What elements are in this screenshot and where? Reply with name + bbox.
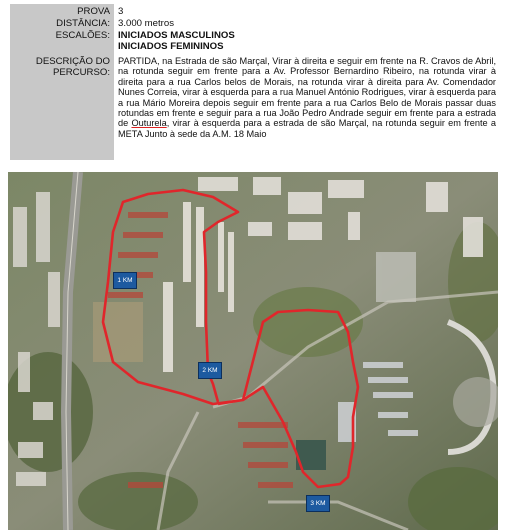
route-map bbox=[8, 172, 498, 530]
route-description-part1: PARTIDA, na Estrada de são Marçal, Virar à direita e seguir em frente na R. Cravos de Abril, na rotunda seguir em frente para a Av. Professor Bernardino Ribeiro, na rotunda virar à direita para a rua Carlos belos de Morais, na rotunda virar à direita para Av. Comendador Nunes Correia, virar à esquerda para a rua Manuel António Rodrigues, virar à esquerda para a rua Mário Moreira depois seguir em frente para a rua Carlos Belo de Morais passar duas rotundas em frente e seguir para a rua João Pedro Andrade seguir em frente para a estrada de bbox=[118, 56, 496, 129]
km-marker-1: 1 KM bbox=[113, 272, 137, 289]
escaloes-value-masculinos: INICIADOS MASCULINOS bbox=[118, 30, 235, 41]
descricao-label-line2: PERCURSO: bbox=[52, 67, 110, 78]
escaloes-value-femininos: INICIADOS FEMININOS bbox=[118, 41, 224, 52]
route-description-outurela: Outurela bbox=[131, 118, 167, 129]
aerial-map-image bbox=[8, 172, 498, 530]
distancia-label: DISTÂNCIA: bbox=[56, 18, 110, 29]
prova-label: PROVA bbox=[77, 6, 110, 17]
km-marker-2: 2 KM bbox=[198, 362, 222, 379]
descricao-label-line1: DESCRIÇÃO DO bbox=[35, 56, 110, 67]
race-info-panel bbox=[10, 4, 498, 162]
prova-value: 3 bbox=[118, 6, 124, 17]
km-marker-3: 3 KM bbox=[306, 495, 330, 512]
distancia-value: 3.000 metros bbox=[118, 18, 174, 29]
escaloes-label: ESCALÕES: bbox=[55, 30, 110, 41]
route-description-part2: , virar à esquerda para a estrada de são Marçal, na rotunda seguir em frente a META Junto à sede da A.M. 18 Maio bbox=[118, 118, 496, 139]
route-description bbox=[118, 56, 496, 139]
